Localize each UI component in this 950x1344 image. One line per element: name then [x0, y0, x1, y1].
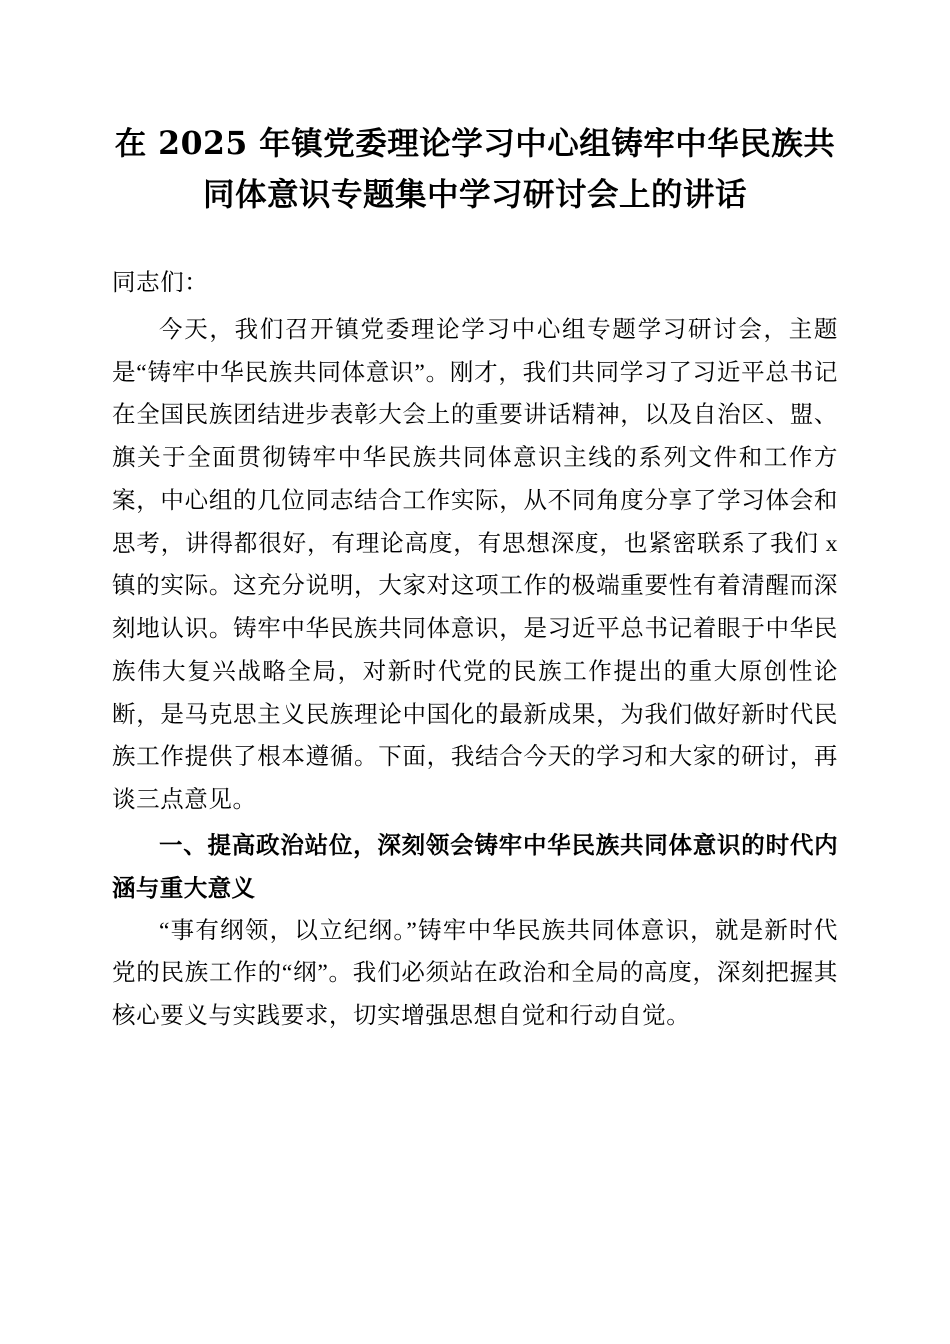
section-1-paragraph-1: “事有纲领，以立纪纲。”铸牢中华民族共同体意识，就是新时代党的民族工作的“纲”。我们必须站在政治和全局的高度，深刻把握其核心要义与实践要求，切实增强思想自觉和行动自觉。 [112, 917, 838, 1030]
section-heading-1: 一、提高政治站位，深刻领会铸牢中华民族共同体意识的时代内涵与重大意义 [112, 830, 838, 902]
page-title: 在 2025 年镇党委理论学习中心组铸牢中华民族共同体意识专题集中学习研讨会上的讲话 [114, 125, 836, 214]
salutation: 同志们： [112, 270, 209, 297]
paragraph-intro: 今天，我们召开镇党委理论学习中心组专题学习研讨会，主题是“铸牢中华民族共同体意识”。刚才，我们共同学习了习近平总书记在全国民族团结进步表彰大会上的重要讲话精神，以及自治区、盟、旗关于全面贯彻铸牢中华民族共同体意识主线的系列文件和工作方案，中心组的几位同志结合工作实际，从不同角度分享了学习体会和思考，讲得都很好，有理论高度，有思想深度，也紧密联系了我们 x 镇的实际。这充分说明，大家对这项工作的极端重要性有着清醒而深刻地认识。铸牢中华民族共同体意识，是习近平总书记着眼于中华民族伟大复兴战略全局，对新时代党的民族工作提出的重大原创性论断，是马克思主义民族理论中国化的最新成果，为我们做好新时代民族工作提供了根本遵循。下面，我结合今天的学习和大家的研讨，再谈三点意见。 [112, 316, 838, 814]
